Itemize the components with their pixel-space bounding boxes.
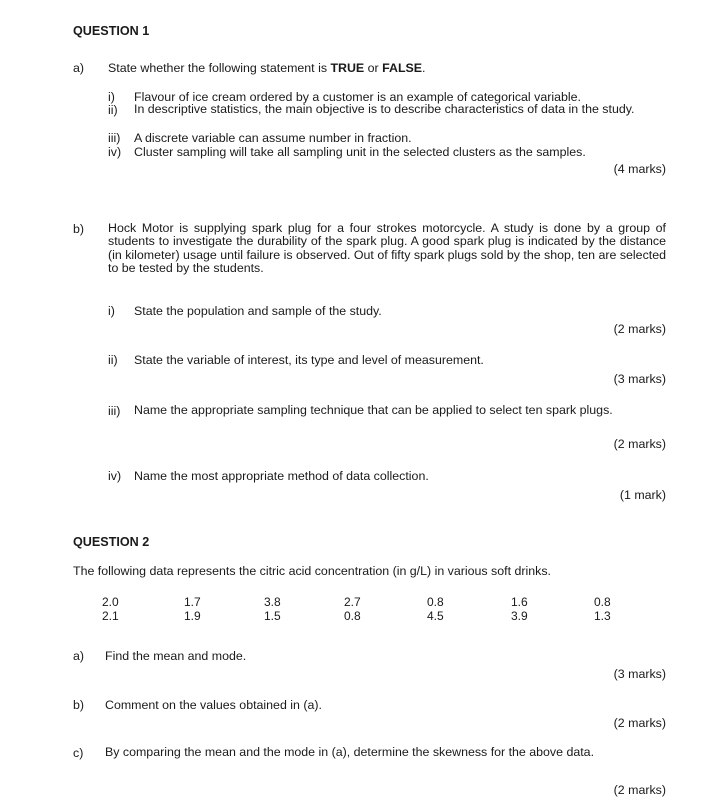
data-cell: 3.8 xyxy=(264,595,281,609)
q1-a-intro-false: FALSE xyxy=(382,61,423,75)
q1-a-item-3 xyxy=(108,131,412,145)
q1-b-item-4-text: Name the most appropriate method of data collection. xyxy=(134,469,429,483)
q2-part-b-text: Comment on the values obtained in (a). xyxy=(105,698,322,712)
data-cell: 0.8 xyxy=(427,595,444,609)
data-cell: 1.6 xyxy=(511,595,528,609)
q1-b-item-1-num: i) xyxy=(108,304,115,318)
question-2-heading: QUESTION 2 xyxy=(73,535,150,549)
q1-b-item-3-num: iii) xyxy=(108,404,121,418)
q2-part-c-label: c) xyxy=(73,746,84,760)
q1-b-item-4-num: iv) xyxy=(108,469,122,483)
q1-a-item-4 xyxy=(108,145,586,159)
q1-b-item-1 xyxy=(108,304,382,318)
q1-a-intro-end: . xyxy=(422,61,426,75)
q1-a-item-1-text: Flavour of ice cream ordered by a customer is an example of categorical variable. xyxy=(134,90,581,104)
q1-b-item-1-marks: (2 marks) xyxy=(613,322,666,336)
q2-part-b-label: b) xyxy=(73,698,85,712)
q1-a-item-3-text: A discrete variable can assume number in fraction. xyxy=(134,131,412,145)
q1-a-item-4-num: iv) xyxy=(108,145,122,159)
q1-part-b-label: b) xyxy=(73,222,85,236)
q2-part-b-marks: (2 marks) xyxy=(613,716,666,730)
q2-part-a-marks: (3 marks) xyxy=(613,667,666,681)
q1-a-intro-true: TRUE xyxy=(330,61,365,75)
q1-b-item-2-text: State the variable of interest, its type and level of measurement. xyxy=(134,353,484,367)
data-cell: 2.0 xyxy=(102,595,119,609)
q1-a-item-4-text: Cluster sampling will take all sampling unit in the selected clusters as the samples. xyxy=(134,145,586,159)
data-cell: 3.9 xyxy=(511,609,528,623)
q2-part-a-label: a) xyxy=(73,649,85,663)
q1-part-a-label: a) xyxy=(73,61,85,75)
q2-part-c-text: By comparing the mean and the mode in (a), determine the skewness for the above data. xyxy=(105,745,595,759)
q1-b-item-4 xyxy=(108,469,429,483)
q1-b-item-3-marks: (2 marks) xyxy=(613,437,666,451)
q1-part-b-intro: Hock Motor is supplying spark plug for a four strokes motorcycle. A study is done by a group of students to investigate the durability of the spark plug. A good spark plug is indicated by the distance (in kilometer) usage until failure is observed. Out of fifty spark plugs sold by the shop, ten are selected to be tested by the students. xyxy=(108,221,666,276)
data-cell: 2.1 xyxy=(102,609,119,623)
q1-part-a-intro xyxy=(108,61,426,75)
q1-a-item-3-num: iii) xyxy=(108,131,121,145)
q1-a-intro-mid: or xyxy=(364,61,383,75)
data-cell: 1.9 xyxy=(184,609,201,623)
q1-a-marks: (4 marks) xyxy=(613,162,666,176)
data-cell: 1.3 xyxy=(594,609,611,623)
data-cell: 0.8 xyxy=(594,595,611,609)
q1-a-item-2-num: ii) xyxy=(108,103,118,117)
q2-part-c-marks: (2 marks) xyxy=(613,783,666,797)
q1-b-item-4-marks: (1 mark) xyxy=(619,488,666,502)
question-1-heading: QUESTION 1 xyxy=(73,24,150,38)
q1-b-item-3-text: Name the appropriate sampling technique that can be applied to select ten spark plugs. xyxy=(134,403,613,417)
data-cell: 0.8 xyxy=(344,609,361,623)
q1-a-item-2-text: In descriptive statistics, the main objective is to describe characteristics of data in the study. xyxy=(134,102,635,116)
data-cell: 4.5 xyxy=(427,609,444,623)
q1-a-item-1-num: i) xyxy=(108,90,115,104)
q1-b-item-1-text: State the population and sample of the study. xyxy=(134,304,382,318)
q1-b-item-2-marks: (3 marks) xyxy=(613,372,666,386)
q1-a-intro-pre: State whether the following statement is xyxy=(108,61,331,75)
q2-intro: The following data represents the citric acid concentration (in g/L) in various soft drinks. xyxy=(73,564,551,578)
data-cell: 2.7 xyxy=(344,595,361,609)
q1-b-item-2 xyxy=(108,353,484,367)
data-cell: 1.5 xyxy=(264,609,281,623)
q2-part-a-text: Find the mean and mode. xyxy=(105,649,247,663)
q1-b-item-2-num: ii) xyxy=(108,353,118,367)
data-cell: 1.7 xyxy=(184,595,201,609)
